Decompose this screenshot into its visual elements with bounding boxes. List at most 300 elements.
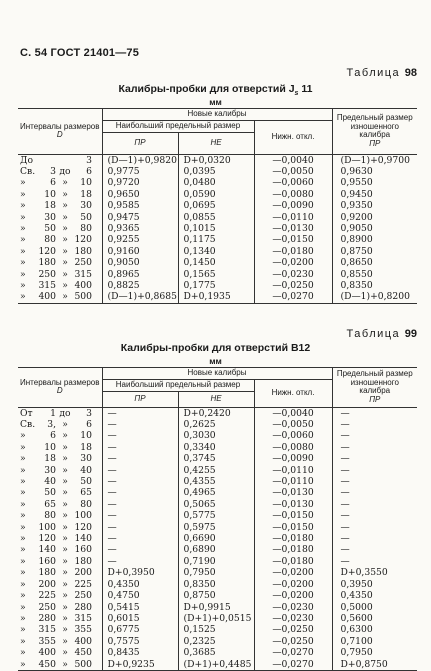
cell-worn: 0,8550 <box>332 269 417 280</box>
interval-from: 65 <box>44 498 56 510</box>
cell-worn: — <box>332 442 417 453</box>
cell-worn: 0,8900 <box>332 234 417 245</box>
interval-sep: » <box>62 624 68 636</box>
interval-to: 225 <box>74 578 92 590</box>
table-row <box>18 166 417 177</box>
cell-nizh: —0,0230 <box>254 613 332 624</box>
cell-interval <box>18 499 102 510</box>
interval-sep: » <box>62 430 68 442</box>
cell-pr: 0,8825 <box>102 280 178 291</box>
interval-prefix: Св. <box>20 166 36 177</box>
cell-ne: 0,2625 <box>178 419 254 430</box>
cell-ne: D+0,2420 <box>178 407 254 419</box>
interval-prefix: » <box>20 498 26 510</box>
interval-from: 100 <box>38 521 56 533</box>
cell-worn: D+0,8750 <box>332 659 417 671</box>
interval-from: 18 <box>44 200 56 212</box>
interval-from: 80 <box>44 234 56 246</box>
cell-interval <box>18 636 102 647</box>
interval-from: 160 <box>38 555 56 567</box>
interval-sep: » <box>62 612 68 624</box>
cell-ne: 0,3685 <box>178 647 254 658</box>
cell-ne: (D+1)+0,0515 <box>178 613 254 624</box>
cell-ne: 0,1565 <box>178 269 254 280</box>
table-row <box>18 212 417 223</box>
interval-from: 10 <box>44 441 56 453</box>
interval-to: 355 <box>74 624 92 636</box>
cell-pr: 0,9585 <box>102 200 178 211</box>
interval-prefix: » <box>20 177 26 189</box>
cell-worn: — <box>332 522 417 533</box>
interval-to: 250 <box>74 257 92 269</box>
interval-prefix: » <box>20 487 26 499</box>
interval-to: 80 <box>80 223 92 235</box>
cell-nizh: —0,0040 <box>254 154 332 166</box>
cell-interval <box>18 590 102 601</box>
interval-to: 280 <box>74 601 92 613</box>
cell-nizh: —0,0090 <box>254 200 332 211</box>
cell-interval <box>18 647 102 658</box>
interval-sep: » <box>62 498 68 510</box>
cell-pr: 0,9650 <box>102 189 178 200</box>
cell-interval <box>18 177 102 188</box>
interval-to: 65 <box>80 487 92 499</box>
interval-sep: » <box>62 635 68 647</box>
cell-nizh: —0,0080 <box>254 442 332 453</box>
table-row <box>18 544 417 555</box>
cell-worn: 0,8650 <box>332 257 417 268</box>
header-new: Новые калибры <box>102 109 332 121</box>
cell-ne: 0,0855 <box>178 212 254 223</box>
interval-prefix: » <box>20 624 26 636</box>
cell-worn: 0,9200 <box>332 212 417 223</box>
cell-worn: 0,6300 <box>332 624 417 635</box>
cell-pr: (D—1)+0,8685 <box>102 291 178 303</box>
table-row <box>18 453 417 464</box>
cell-interval <box>18 533 102 544</box>
table-row <box>18 200 417 211</box>
header-worn: Предельный размер изношенного калибра ПР <box>332 109 417 155</box>
cell-interval <box>18 269 102 280</box>
interval-sep: » <box>62 476 68 488</box>
interval-to: 120 <box>74 234 92 246</box>
interval-prefix: » <box>20 521 26 533</box>
interval-from: 315 <box>38 280 56 292</box>
cell-interval <box>18 246 102 257</box>
table-row <box>18 487 417 498</box>
interval-from: 30 <box>44 464 56 476</box>
table-row <box>18 510 417 521</box>
cell-interval <box>18 453 102 464</box>
cell-pr: 0,8435 <box>102 647 178 658</box>
cell-pr: 0,6775 <box>102 624 178 635</box>
cell-ne: 0,1015 <box>178 223 254 234</box>
interval-to: 315 <box>74 268 92 280</box>
interval-to: 100 <box>74 510 92 522</box>
cell-ne: 0,4355 <box>178 476 254 487</box>
cell-interval <box>18 602 102 613</box>
interval-from: 120 <box>38 533 56 545</box>
table-row <box>18 234 417 245</box>
interval-prefix: » <box>20 200 26 212</box>
header-ne: НЕ <box>178 391 254 407</box>
cell-interval <box>18 487 102 498</box>
cell-ne: 0,4965 <box>178 487 254 498</box>
cell-ne: D+0,1935 <box>178 291 254 303</box>
cell-pr: D+0,3950 <box>102 567 178 578</box>
interval-sep: » <box>62 453 68 465</box>
cell-interval <box>18 556 102 567</box>
interval-sep: » <box>62 268 68 280</box>
cell-pr: — <box>102 442 178 453</box>
cell-nizh: —0,0090 <box>254 453 332 464</box>
interval-from: 450 <box>38 658 56 670</box>
interval-to: 80 <box>80 498 92 510</box>
interval-from: 18 <box>44 453 56 465</box>
cell-ne: D+0,9915 <box>178 602 254 613</box>
cell-pr: — <box>102 453 178 464</box>
cell-nizh: —0,0080 <box>254 189 332 200</box>
interval-from <box>38 155 56 166</box>
interval-from: 6 <box>50 430 56 442</box>
interval-prefix: » <box>20 223 26 235</box>
cell-worn: 0,3950 <box>332 579 417 590</box>
table-row <box>18 223 417 234</box>
interval-prefix: » <box>20 453 26 465</box>
cell-nizh: —0,0200 <box>254 579 332 590</box>
header-nizh: Нижн. откл. <box>254 379 332 407</box>
header-interval: Интервалы размеров D <box>18 368 102 408</box>
header-new: Новые калибры <box>102 368 332 380</box>
interval-from: 50 <box>44 223 56 235</box>
table-row <box>18 476 417 487</box>
interval-sep <box>56 155 74 166</box>
interval-prefix: » <box>20 464 26 476</box>
interval-sep: » <box>62 521 68 533</box>
cell-pr: — <box>102 419 178 430</box>
interval-to: 400 <box>74 635 92 647</box>
interval-sep: » <box>62 291 68 303</box>
cell-worn: — <box>332 544 417 555</box>
cell-nizh: —0,0130 <box>254 487 332 498</box>
interval-to: 18 <box>80 441 92 453</box>
table-row <box>18 280 417 291</box>
interval-to: 250 <box>74 590 92 602</box>
cell-nizh: —0,0180 <box>254 544 332 555</box>
interval-prefix: » <box>20 612 26 624</box>
header-max: Наибольший предельный размер <box>102 120 254 132</box>
cell-ne: 0,6890 <box>178 544 254 555</box>
cell-interval <box>18 613 102 624</box>
cell-pr: 0,9050 <box>102 257 178 268</box>
table-row <box>18 636 417 647</box>
cell-worn: — <box>332 499 417 510</box>
interval-to: 6 <box>86 419 92 430</box>
interval-prefix: » <box>20 647 26 659</box>
table-row <box>18 556 417 567</box>
cell-nizh: —0,0230 <box>254 269 332 280</box>
interval-to: 10 <box>80 430 92 442</box>
cell-nizh: —0,0060 <box>254 177 332 188</box>
interval-to: 180 <box>74 245 92 257</box>
interval-from: 3 <box>50 166 56 177</box>
cell-ne: 0,0695 <box>178 200 254 211</box>
cell-interval <box>18 234 102 245</box>
header-worn: Предельный размер изношенного калибра ПР <box>332 368 417 408</box>
interval-prefix: Св. <box>20 419 36 430</box>
interval-prefix: » <box>20 635 26 647</box>
table-row <box>18 499 417 510</box>
interval-sep: до <box>59 407 71 419</box>
cell-pr: 0,9475 <box>102 212 178 223</box>
interval-prefix: » <box>20 601 26 613</box>
interval-to: 200 <box>74 567 92 579</box>
cell-ne: 0,1775 <box>178 280 254 291</box>
interval-from: 400 <box>38 647 56 659</box>
table-row <box>18 154 417 166</box>
cell-nizh: —0,0180 <box>254 246 332 257</box>
interval-sep: » <box>62 245 68 257</box>
interval-prefix: » <box>20 257 26 269</box>
cell-pr: 0,8965 <box>102 269 178 280</box>
interval-from: 280 <box>38 612 56 624</box>
cell-pr: — <box>102 522 178 533</box>
table-row <box>18 613 417 624</box>
interval-prefix: » <box>20 268 26 280</box>
cell-pr: — <box>102 556 178 567</box>
interval-sep: » <box>62 200 68 212</box>
cell-nizh: —0,0180 <box>254 556 332 567</box>
cell-interval <box>18 189 102 200</box>
interval-sep: » <box>62 419 68 430</box>
interval-to: 18 <box>80 188 92 200</box>
interval-from: 180 <box>38 567 56 579</box>
interval-to: 500 <box>74 658 92 670</box>
cell-ne: 0,4255 <box>178 465 254 476</box>
cell-pr: 0,9160 <box>102 246 178 257</box>
cell-interval <box>18 510 102 521</box>
cell-worn: — <box>332 510 417 521</box>
cell-pr: — <box>102 407 178 419</box>
cell-worn: 0,8350 <box>332 280 417 291</box>
table-row <box>18 430 417 441</box>
cell-ne: 0,1525 <box>178 624 254 635</box>
cell-worn: — <box>332 465 417 476</box>
cell-interval <box>18 659 102 671</box>
interval-sep: » <box>62 487 68 499</box>
cell-pr: (D—1)+0,9820 <box>102 154 178 166</box>
cell-pr: — <box>102 510 178 521</box>
interval-to: 160 <box>74 544 92 556</box>
cell-interval <box>18 200 102 211</box>
cell-pr: 0,9720 <box>102 177 178 188</box>
cell-ne: 0,0590 <box>178 189 254 200</box>
interval-from: 10 <box>44 188 56 200</box>
cell-worn: 0,9050 <box>332 223 417 234</box>
table-98-unit: мм <box>209 97 222 107</box>
cell-interval <box>18 407 102 419</box>
cell-worn: 0,5600 <box>332 613 417 624</box>
cell-interval <box>18 212 102 223</box>
table-row <box>18 257 417 268</box>
table-row <box>18 442 417 453</box>
interval-to: 40 <box>80 464 92 476</box>
interval-prefix: » <box>20 211 26 223</box>
cell-nizh: —0,0230 <box>254 602 332 613</box>
interval-sep: » <box>62 177 68 189</box>
cell-pr: — <box>102 487 178 498</box>
interval-prefix: » <box>20 510 26 522</box>
table-98-label: Таблица 98 <box>346 67 417 79</box>
cell-nizh: —0,0050 <box>254 419 332 430</box>
interval-to: 3 <box>86 154 92 166</box>
cell-pr: D+0,9235 <box>102 659 178 671</box>
cell-pr: 0,5415 <box>102 602 178 613</box>
interval-sep: » <box>62 555 68 567</box>
cell-nizh: —0,0060 <box>254 430 332 441</box>
cell-interval <box>18 544 102 555</box>
interval-to: 30 <box>80 200 92 212</box>
cell-nizh: —0,0180 <box>254 533 332 544</box>
interval-to: 400 <box>74 280 92 292</box>
interval-from: 3, <box>47 419 56 430</box>
cell-pr: — <box>102 533 178 544</box>
interval-prefix: » <box>20 476 26 488</box>
table-row <box>18 269 417 280</box>
cell-worn: 0,9630 <box>332 166 417 177</box>
cell-pr: — <box>102 499 178 510</box>
table-99 <box>18 367 417 671</box>
cell-pr: 0,4750 <box>102 590 178 601</box>
cell-nizh: —0,0150 <box>254 510 332 521</box>
cell-nizh: —0,0150 <box>254 522 332 533</box>
cell-worn: — <box>332 453 417 464</box>
cell-worn: — <box>332 533 417 544</box>
interval-prefix: » <box>20 430 26 442</box>
cell-pr: 0,9775 <box>102 166 178 177</box>
table-row <box>18 522 417 533</box>
cell-worn: 0,9350 <box>332 200 417 211</box>
interval-sep: » <box>62 578 68 590</box>
interval-to: 3 <box>86 407 92 419</box>
cell-worn: — <box>332 476 417 487</box>
table-row <box>18 590 417 601</box>
cell-interval <box>18 223 102 234</box>
cell-nizh: —0,0040 <box>254 407 332 419</box>
interval-to: 450 <box>74 647 92 659</box>
cell-interval <box>18 522 102 533</box>
interval-sep: » <box>62 441 68 453</box>
header-pr: ПР <box>102 391 178 407</box>
table-row <box>18 407 417 419</box>
cell-interval <box>18 430 102 441</box>
interval-prefix: » <box>20 590 26 602</box>
cell-worn: D+0,3550 <box>332 567 417 578</box>
interval-from: 140 <box>38 544 56 556</box>
cell-ne: 0,0480 <box>178 177 254 188</box>
table-row <box>18 659 417 671</box>
interval-prefix: » <box>20 441 26 453</box>
interval-to: 140 <box>74 533 92 545</box>
interval-sep: » <box>62 601 68 613</box>
interval-sep: до <box>59 166 71 177</box>
cell-interval <box>18 419 102 430</box>
cell-interval <box>18 442 102 453</box>
cell-nizh: —0,0250 <box>254 636 332 647</box>
header-pr: ПР <box>102 132 178 154</box>
cell-ne: 0,5775 <box>178 510 254 521</box>
interval-to: 10 <box>80 177 92 189</box>
cell-pr: 0,7575 <box>102 636 178 647</box>
cell-nizh: —0,0200 <box>254 590 332 601</box>
cell-nizh: —0,0270 <box>254 291 332 303</box>
cell-worn: — <box>332 430 417 441</box>
interval-prefix: » <box>20 567 26 579</box>
cell-pr: — <box>102 544 178 555</box>
cell-worn: 0,9550 <box>332 177 417 188</box>
interval-prefix: » <box>20 533 26 545</box>
table-row <box>18 246 417 257</box>
cell-nizh: —0,0130 <box>254 499 332 510</box>
interval-to: 30 <box>80 453 92 465</box>
interval-prefix: » <box>20 578 26 590</box>
interval-prefix: » <box>20 658 26 670</box>
table-row <box>18 291 417 303</box>
cell-pr: — <box>102 476 178 487</box>
cell-interval <box>18 166 102 177</box>
cell-pr: 0,6015 <box>102 613 178 624</box>
cell-nizh: —0,0250 <box>254 624 332 635</box>
cell-ne: 0,3340 <box>178 442 254 453</box>
cell-worn: — <box>332 556 417 567</box>
cell-nizh: —0,0130 <box>254 223 332 234</box>
cell-interval <box>18 257 102 268</box>
interval-from: 80 <box>44 510 56 522</box>
cell-worn: 0,9450 <box>332 189 417 200</box>
cell-interval <box>18 280 102 291</box>
interval-sep: » <box>62 647 68 659</box>
interval-prefix: » <box>20 280 26 292</box>
cell-ne: 0,6690 <box>178 533 254 544</box>
interval-sep: » <box>62 211 68 223</box>
cell-worn: — <box>332 419 417 430</box>
interval-sep: » <box>62 544 68 556</box>
interval-to: 50 <box>80 211 92 223</box>
cell-ne: 0,3745 <box>178 453 254 464</box>
interval-sep: » <box>62 234 68 246</box>
cell-pr: 0,9255 <box>102 234 178 245</box>
interval-sep: » <box>62 280 68 292</box>
interval-sep: » <box>62 658 68 670</box>
interval-from: 200 <box>38 578 56 590</box>
interval-from: 315 <box>38 624 56 636</box>
cell-worn: — <box>332 487 417 498</box>
cell-worn: 0,7950 <box>332 647 417 658</box>
cell-interval <box>18 624 102 635</box>
interval-to: 180 <box>74 555 92 567</box>
cell-ne: 0,0395 <box>178 166 254 177</box>
interval-prefix: » <box>20 188 26 200</box>
cell-ne: 0,7190 <box>178 556 254 567</box>
cell-interval <box>18 291 102 303</box>
interval-prefix: » <box>20 245 26 257</box>
interval-from: 50 <box>44 487 56 499</box>
cell-interval <box>18 465 102 476</box>
table-row <box>18 624 417 635</box>
cell-ne: 0,2325 <box>178 636 254 647</box>
interval-to: 6 <box>86 166 92 177</box>
cell-nizh: —0,0050 <box>254 166 332 177</box>
